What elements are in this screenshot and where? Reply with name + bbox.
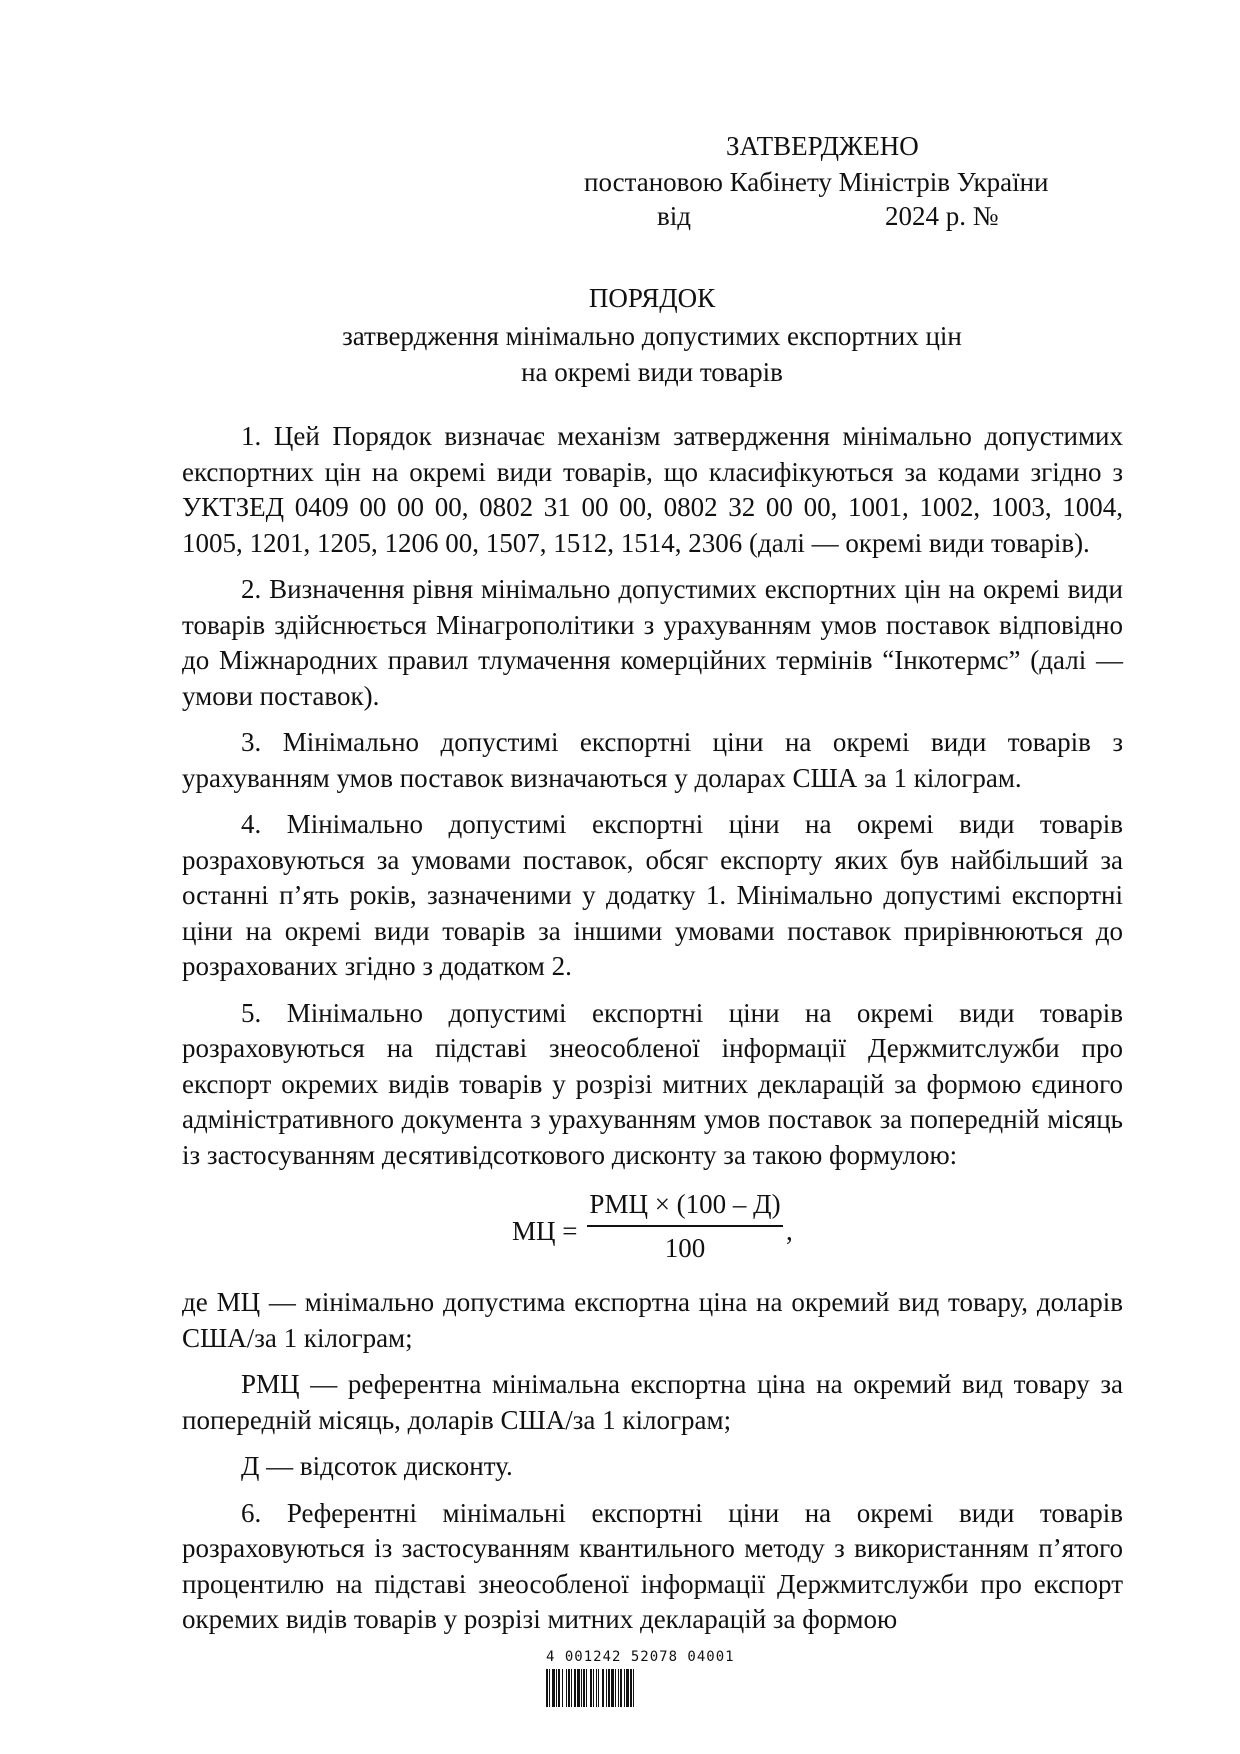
barcode-bars: [546, 1669, 756, 1707]
formula-denominator: 100: [664, 1232, 706, 1263]
approval-date-from: від: [657, 201, 691, 231]
approval-stamp-title: ЗАТВЕРДЖЕНО: [726, 131, 919, 161]
paragraph-4: 4. Мінімально допустимі експортні ціни на окремі види товарів розраховуються за умовами поставок, обсяг експорту яких був найбільший за останні п’ять років, зазначеними у додатку 1. Мінімально допустимі експортні ціни на окремі види товарів за іншими умовами поставок прирівнюються до розрахованих згідно з додатком 2.: [182, 809, 1123, 981]
approval-stamp-line: постановою Кабінету Міністрів України: [584, 167, 1049, 197]
definition-rmc: РМЦ — референтна мінімальна експортна ціна на окремий вид товару за попередній місяць, доларів США/за 1 кілограм;: [182, 1369, 1123, 1435]
paragraph-1: 1. Цей Порядок визначає механізм затвердження мінімально допустимих експортних цін на окремі види товарів, що класифікуються за кодами згідно з УКТЗЕД 0409 00 00 00, 0802 31 00 00, 0802 32 00 00, 1001, 1002, 1003, 1004, 1005, 1201, 1205, 1206 00, 1507, 1512, 1514, 2306 (далі — окремі види товарів).: [182, 421, 1123, 558]
definition-mc: де МЦ — мінімально допустима експортна ціна на окремий вид товару, доларів США/за 1 кілограм;: [182, 1287, 1123, 1353]
formula-numerator: РМЦ × (100 – Д): [589, 1189, 781, 1219]
document-title: ПОРЯДОК: [588, 283, 716, 313]
barcode-bar: [634, 1669, 636, 1707]
document-subtitle-1: затвердження мінімально допустимих експортних цін: [342, 321, 962, 351]
formula-fraction: [585, 1187, 785, 1266]
definition-d: Д — відсоток дисконту.: [241, 1451, 513, 1481]
price-formula: [182, 1184, 1123, 1279]
paragraph-3: 3. Мінімально допустимі експортні ціни на окремі види товарів з урахуванням умов поставок визначаються у доларах США за 1 кілограм.: [182, 727, 1123, 793]
formula-trailing-comma: ,: [786, 1216, 793, 1246]
barcode-number: 4 001242 52078 04001: [546, 1649, 735, 1665]
formula-lhs: МЦ =: [512, 1216, 578, 1246]
paragraph-6: 6. Референтні мінімальні експортні ціни на окремі види товарів розраховуються із застосуванням квантильного методу з використанням п’ятого процентилю на підставі знеособленої інформації Держмитслужби про експорт окремих видів товарів у розрізі митних декларацій за формою: [182, 1497, 1123, 1634]
document-barcode: [546, 1649, 756, 1707]
paragraph-2: 2. Визначення рівня мінімально допустимих експортних цін на окремі види товарів здійснюється Мінагрополітики з урахуванням умов поставок відповідно до Міжнародних правил тлумачення комерційних термінів “Інкотермс” (далі — умови поставок).: [182, 574, 1123, 711]
approval-date-year: 2024 р. №: [885, 201, 999, 231]
paragraph-5: 5. Мінімально допустимі експортні ціни на окремі види товарів розраховуються на підставі знеособленої інформації Держмитслужби про експорт окремих видів товарів у розрізі митних декларацій за формою єдиного адміністративного документа з урахуванням умов поставок за попередній місяць із застосуванням десятивідсоткового дисконту за такою формулою:: [182, 997, 1123, 1170]
document-body: [182, 419, 1123, 1638]
document-subtitle-2: на окремі види товарів: [521, 357, 783, 387]
